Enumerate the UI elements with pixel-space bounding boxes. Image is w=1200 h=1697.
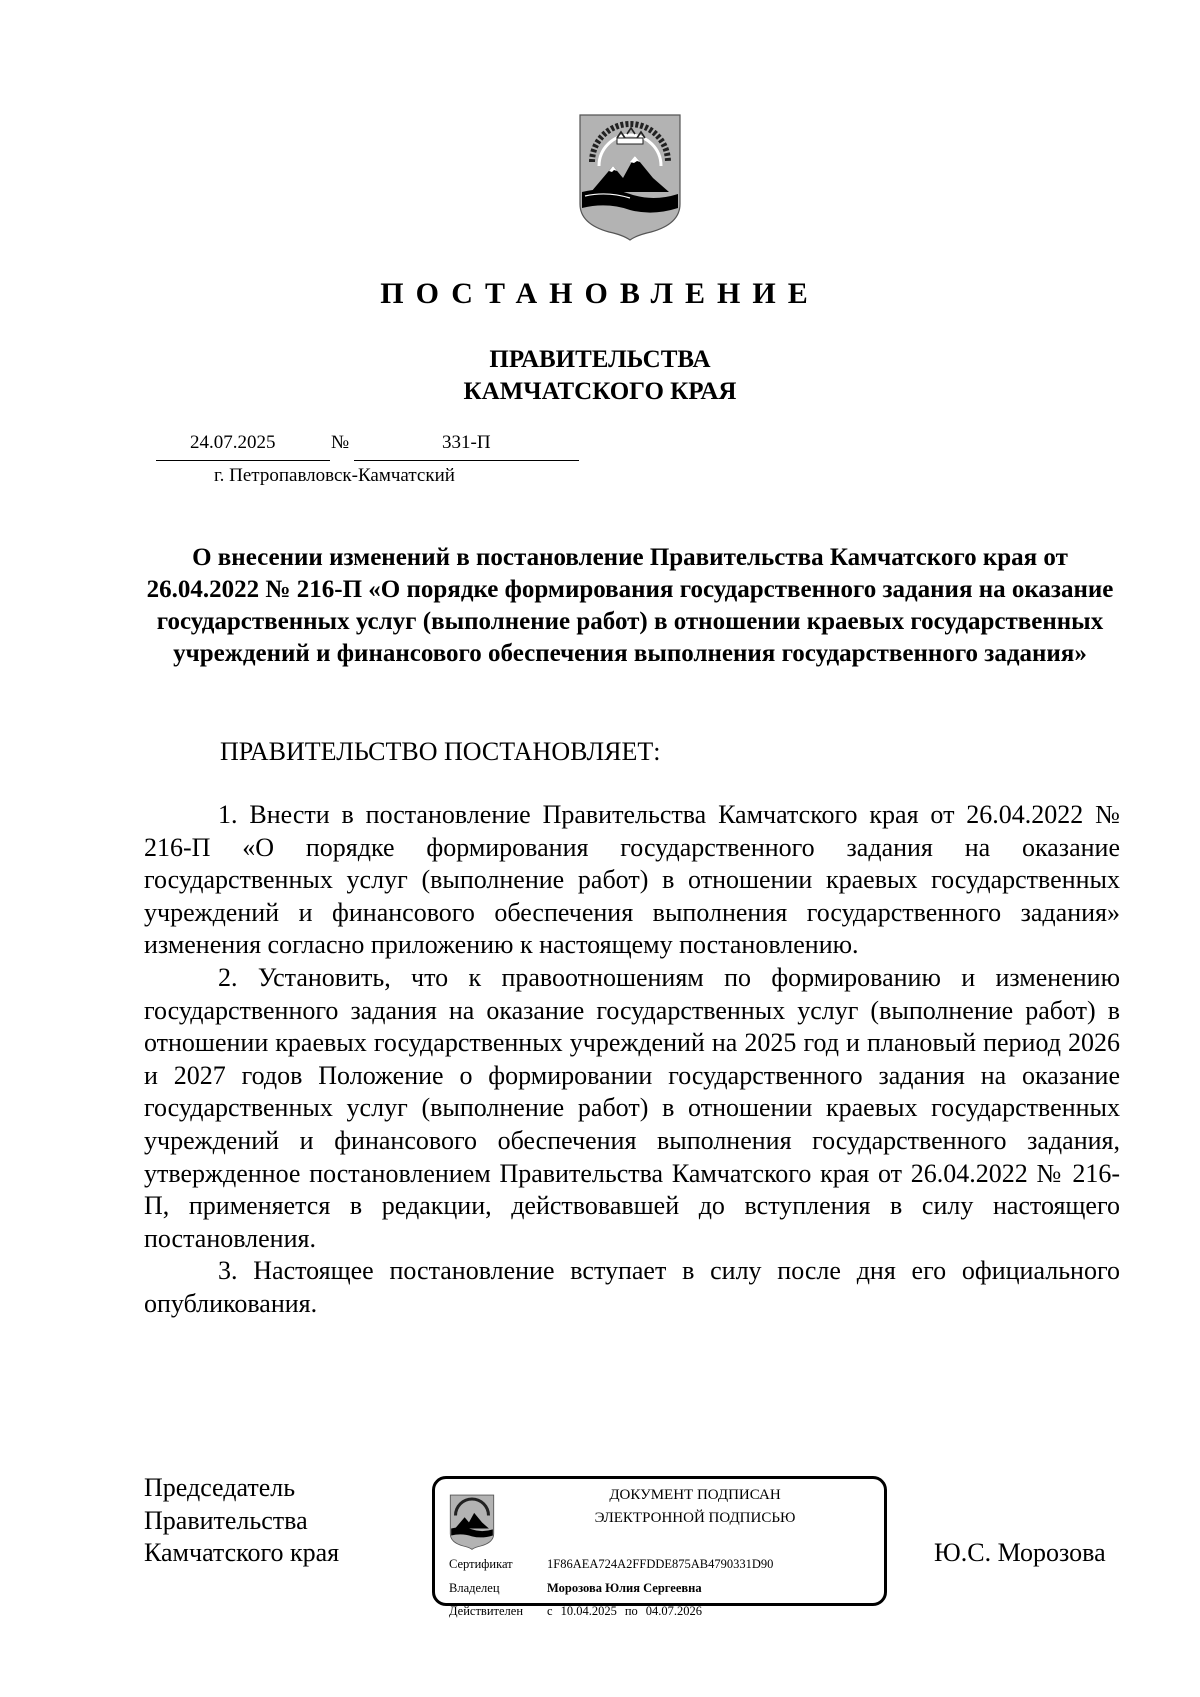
electronic-signature-stamp — [432, 1476, 887, 1618]
stamp-heading-1: ДОКУМЕНТ ПОДПИСАН — [609, 1487, 781, 1503]
date-underline — [156, 460, 330, 461]
paragraph-3: 3. Настоящее постановление вступает в силу после дня его официального опубликования. — [144, 1256, 1120, 1318]
document-type-heading: ПОСТАНОВЛЕНИЕ — [380, 277, 820, 310]
stamp-heading-2: ЭЛЕКТРОННОЙ ПОДПИСЬЮ — [594, 1510, 796, 1526]
issuer-line-2: КАМЧАТСКОГО КРАЯ — [463, 378, 737, 405]
paragraph-2: 2. Установить, что к правоотношениям по формированию и изменению государственного задания на оказание государственных услуг (выполнение работ) в отношении краевых государственных учреждений на 2025 год и плановый период 2026 и 2027 годов Положение о формировании государственного задания на оказание государственных услуг (выполнение работ) в отношении краевых государственных учреждений и финансового обеспечения выполнения государственного задания, утвержденное постановлением Правительства Камчатского края от 26.04.2022 № 216-П, применяется в редакции, действовавшей до вступления в силу настоящего постановления. — [144, 962, 1120, 1253]
owner-label: Владелец — [449, 1581, 500, 1595]
owner-value: Морозова Юлия Сергеевна — [547, 1581, 702, 1595]
document-body — [144, 799, 1120, 1321]
number-underline — [354, 460, 579, 461]
document-date: 24.07.2025 — [190, 432, 276, 453]
issuer-line-1: ПРАВИТЕЛЬСТВА — [489, 346, 711, 373]
certificate-value: 1F86AEA724A2FFDDE875AB4790331D90 — [547, 1557, 774, 1571]
valid-from-prefix: с — [547, 1604, 553, 1618]
certificate-label: Сертификат — [449, 1557, 513, 1571]
signatory-title-line-1: Председатель — [144, 1473, 296, 1502]
stamp-emblem-icon — [449, 1493, 495, 1551]
valid-from-date: 10.04.2025 — [560, 1604, 617, 1618]
validity-label: Действителен — [449, 1604, 524, 1618]
decree-phrase: ПРАВИТЕЛЬСТВО ПОСТАНОВЛЯЕТ: — [220, 737, 661, 766]
signatory-title — [144, 1472, 339, 1570]
paragraph-1: 1. Внести в постановление Правительства Камчатского края от 26.04.2022 № 216-П «О порядке формирования государственного задания на оказание государственных услуг (выполнение работ) в отношении краевых государственных учреждений и финансового обеспечения выполнения государственного задания» изменения согласно приложению к настоящему постановлению. — [144, 800, 1120, 960]
stamp-validity-row — [449, 1603, 702, 1619]
coat-of-arms-emblem — [577, 112, 683, 242]
document-number: 331-П — [442, 432, 491, 453]
stamp-owner-row — [449, 1580, 702, 1596]
document-city: г. Петропавловск-Камчатский — [214, 465, 455, 486]
number-sign: № — [331, 432, 350, 453]
stamp-certificate-row — [449, 1556, 773, 1572]
valid-to-date: 04.07.2026 — [645, 1604, 703, 1618]
signatory-title-line-2: Правительства — [144, 1505, 308, 1535]
signatory-name: Ю.С. Морозова — [934, 1538, 1106, 1567]
signatory-title-line-3: Камчатского края — [144, 1538, 340, 1567]
valid-to-prefix: по — [624, 1604, 638, 1618]
document-title: О внесении изменений в постановление Правительства Камчатского края от 26.04.2022 № 216-П «О порядке формирования государственного задания на оказание государственных услуг (выполнение работ) в отношении краевых государственных учреждений и финансового обеспечения выполнения государственного задания» — [146, 544, 1114, 667]
